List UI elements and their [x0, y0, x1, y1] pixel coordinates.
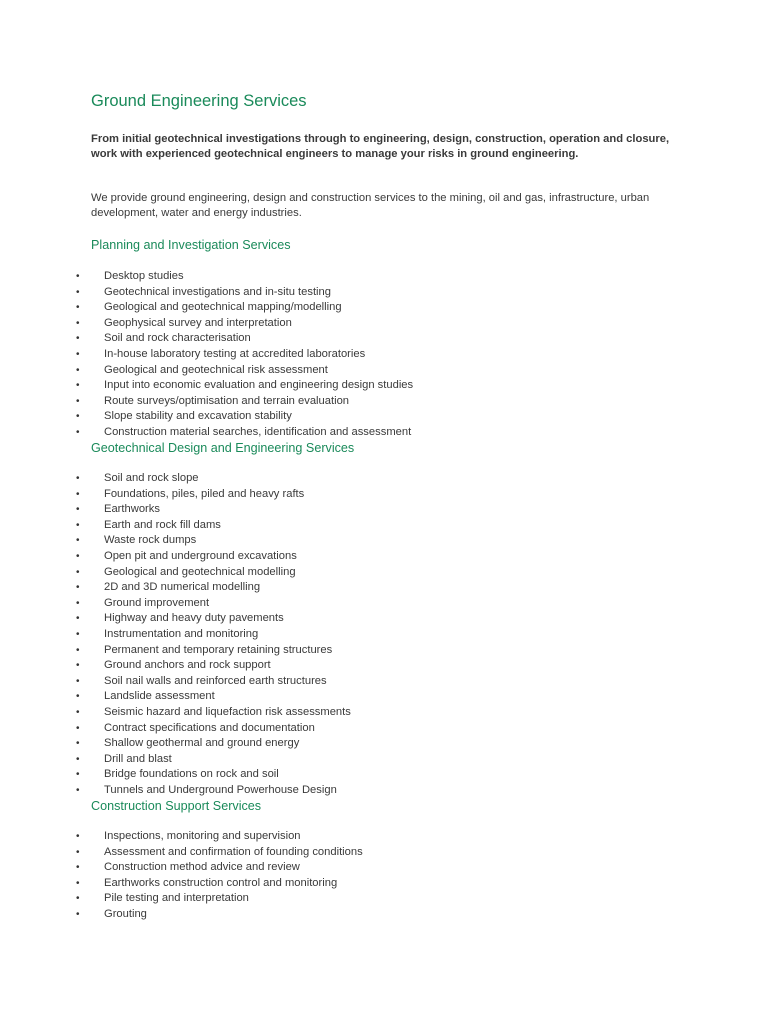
list-item: • Foundations, piles, piled and heavy rafts: [0, 487, 351, 503]
list-item: • Input into economic evaluation and engineering design studies: [0, 378, 413, 394]
list-item: • Earthworks: [0, 502, 351, 518]
section-heading-planning: Planning and Investigation Services: [91, 238, 291, 252]
list-item: • Geological and geotechnical mapping/modelling: [0, 300, 413, 316]
list-item: • Ground improvement: [0, 596, 351, 612]
list-item: • Geophysical survey and interpretation: [0, 316, 413, 332]
list-item: • Soil and rock slope: [0, 471, 351, 487]
page-title: Ground Engineering Services: [91, 92, 307, 110]
list-item: • Soil and rock characterisation: [0, 331, 413, 347]
list-item: • Pile testing and interpretation: [0, 891, 363, 907]
construction-services-list: [0, 829, 363, 923]
list-item: • Earthworks construction control and monitoring: [0, 876, 363, 892]
list-item: • Tunnels and Underground Powerhouse Design: [0, 783, 351, 799]
list-item: • Grouting: [0, 907, 363, 923]
list-item: • Desktop studies: [0, 269, 413, 285]
section-heading-design: Geotechnical Design and Engineering Services: [91, 441, 355, 455]
list-item: • Slope stability and excavation stability: [0, 409, 413, 425]
intro-text: From initial geotechnical investigations through to engineering, design, construction, operation and closure, work with experienced geotechnical engineers to manage your risks in ground engineering.: [91, 133, 670, 160]
list-item: • Soil nail walls and reinforced earth structures: [0, 674, 351, 690]
list-item: • Waste rock dumps: [0, 533, 351, 549]
list-item: • Bridge foundations on rock and soil: [0, 767, 351, 783]
list-item: • Shallow geothermal and ground energy: [0, 736, 351, 752]
section-heading-construction: Construction Support Services: [91, 799, 262, 813]
list-item: • Seismic hazard and liquefaction risk assessments: [0, 705, 351, 721]
list-item: • Earth and rock fill dams: [0, 518, 351, 534]
list-item: • Route surveys/optimisation and terrain evaluation: [0, 394, 413, 410]
list-item: • Permanent and temporary retaining structures: [0, 643, 351, 659]
list-item: • 2D and 3D numerical modelling: [0, 580, 351, 596]
list-item: • In-house laboratory testing at accredited laboratories: [0, 347, 413, 363]
list-item: • Inspections, monitoring and supervision: [0, 829, 363, 845]
list-item: • Assessment and confirmation of founding conditions: [0, 845, 363, 861]
list-item: • Construction method advice and review: [0, 860, 363, 876]
list-item: • Landslide assessment: [0, 689, 351, 705]
planning-services-list: [0, 269, 413, 441]
list-item: • Construction material searches, identification and assessment: [0, 425, 413, 441]
list-item: • Geological and geotechnical risk assessment: [0, 363, 413, 379]
list-item: • Contract specifications and documentation: [0, 721, 351, 737]
list-item: • Geotechnical investigations and in-situ testing: [0, 285, 413, 301]
list-item: • Highway and heavy duty pavements: [0, 611, 351, 627]
design-services-list: [0, 471, 351, 798]
list-item: • Open pit and underground excavations: [0, 549, 351, 565]
list-item: • Drill and blast: [0, 752, 351, 768]
list-item: • Ground anchors and rock support: [0, 658, 351, 674]
description-paragraph: We provide ground engineering, design and construction services to the mining, oil and gas, infrastructure, urban development, water and energy industries.: [91, 192, 650, 219]
list-item: • Geological and geotechnical modelling: [0, 565, 351, 581]
list-item: • Instrumentation and monitoring: [0, 627, 351, 643]
